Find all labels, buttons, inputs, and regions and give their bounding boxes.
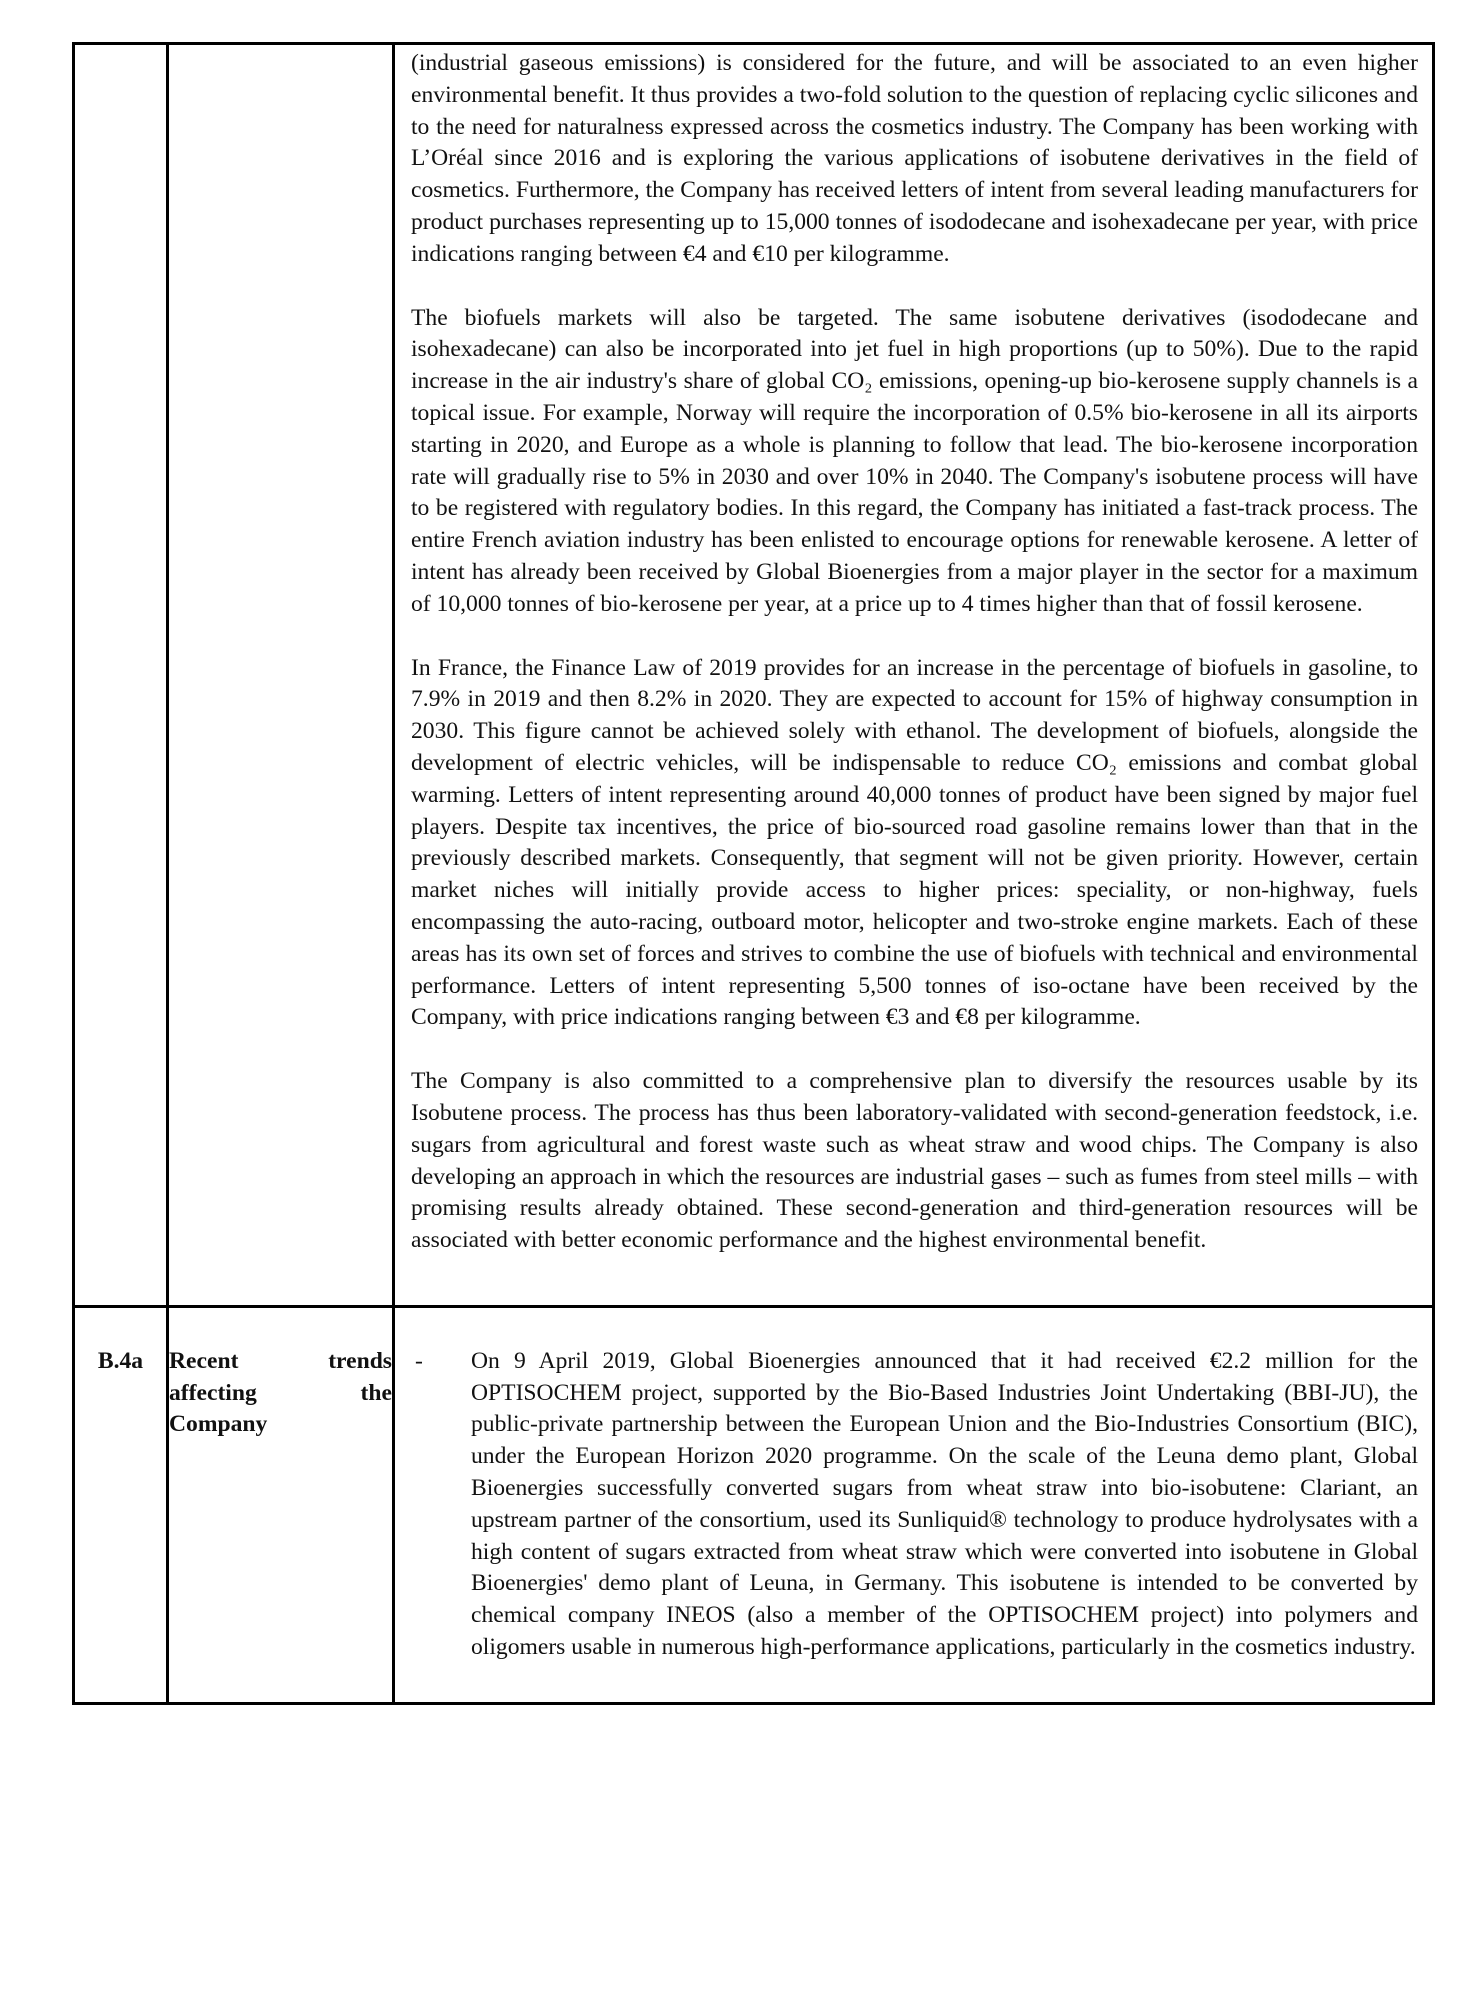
ref-cell	[74, 44, 168, 1307]
paragraph: In France, the Finance Law of 2019 provides for an increase in the percentage of biofuels in gasoline, to 7.9% in 2019 and then 8.2% in 2020. They are expected to account for 15% of highway consumption in 2030. This figure cannot be achieved solely with ethanol. The development of biofuels, alongside the development of electric vehicles, will be indispensable to reduce CO₂ emissions and combat global warming. Letters of intent representing around 40,000 tonnes of product have been signed by major fuel players. Despite tax incentives, the price of bio-sourced road gasoline remains lower than that in the previously described markets. Consequently, that segment will not be given priority. However, certain market niches will initially provide access to higher prices: speciality, or non-highway, fuels encompassing the auto-racing, outboard motor, helicopter and two-stroke engine markets. Each of these areas has its own set of forces and strives to combine the use of biofuels with technical and environmental performance. Letters of intent representing 5,500 tonnes of iso-octane have been received by the Company, with price indications ranging between €3 and €8 per kilogramme.	[411, 654, 1418, 1031]
bullet-marker: -	[415, 1347, 423, 1374]
bullet-text: On 9 April 2019, Global Bioenergies announced that it had received €2.2 million for the OPTISOCHEM project, supported by the Bio-Based Industries Joint Undertaking (BBI-JU), the public-private partnership between the European Union and the Bio-Industries Consortium (BIC), under the European Horizon 2020 programme. On the scale of the Leuna demo plant, Global Bioenergies successfully converted sugars from wheat straw into bio-isobutene: Clariant, an upstream partner of the consortium, used its Sunliquid® technology to produce hydrolysates with a high content of sugars extracted from wheat straw which were converted into isobutene in Global Bioenergies' demo plant of Leuna, in Germany. This isobutene is intended to be converted by chemical company INEOS (also a member of the OPTISOCHEM project) into polymers and oligomers usable in numerous high-performance applications, particularly in the cosmetics industry.	[471, 1347, 1418, 1661]
section-ref: B.4a	[74, 1306, 168, 1703]
paragraph: The biofuels markets will also be targeted. The same isobutene derivatives (isododecane and isohexadecane) can also be incorporated into jet fuel in high proportions (up to 50%). Due to the rapid increase in the air industry's share of global CO₂ emissions, opening-up bio-kerosene supply channels is a topical issue. For example, Norway will require the incorporation of 0.5% bio-kerosene in all its airports starting in 2020, and Europe as a whole is planning to follow that lead. The bio-kerosene incorporation rate will gradually rise to 5% in 2030 and over 10% in 2040. The Company's isobutene process will have to be registered with regulatory bodies. In this regard, the Company has initiated a fast-track process. The entire French aviation industry has been enlisted to encourage options for renewable kerosene. A letter of intent has already been received by Global Bioenergies from a major player in the sector for a maximum of 10,000 tonnes of bio-kerosene per year, at a price up to 4 times higher than that of fossil kerosene.	[411, 304, 1418, 617]
page-footer	[650, 1962, 710, 1984]
title-cell	[168, 44, 394, 1307]
section-title: Recent trends affecting the Company	[168, 1306, 394, 1703]
paragraph: The Company is also committed to a comprehensive plan to diversify the resources usable by its Isobutene process. The process has thus been laboratory-validated with second-generation feedstock, i.e. sugars from agricultural and forest waste such as wheat straw and wood chips. The Company is also developing an approach in which the resources are industrial gases – such as fumes from steel mills – with promising results already obtained. These second-generation and third-generation resources will be associated with better economic performance and the highest environmental benefit.	[411, 1068, 1418, 1254]
bullet-item	[411, 1346, 1418, 1664]
summary-table	[72, 42, 1435, 1705]
table-row	[74, 1306, 1434, 1703]
content-cell	[394, 44, 1434, 1307]
content-cell	[394, 1306, 1434, 1703]
table-row	[74, 44, 1434, 1307]
paragraph: (industrial gaseous emissions) is considered for the future, and will be associated to an even higher environmental benefit. It thus provides a two-fold solution to the question of replacing cyclic silicones and to the need for naturalness expressed across the cosmetics industry. The Company has been working with L’Oréal since 2016 and is exploring the various applications of isobutene derivatives in the field of cosmetics. Furthermore, the Company has received letters of intent from several leading manufacturers for product purchases representing up to 15,000 tonnes of isododecane and isohexadecane per year, with price indications ranging between €4 and €10 per kilogramme.	[411, 50, 1418, 267]
